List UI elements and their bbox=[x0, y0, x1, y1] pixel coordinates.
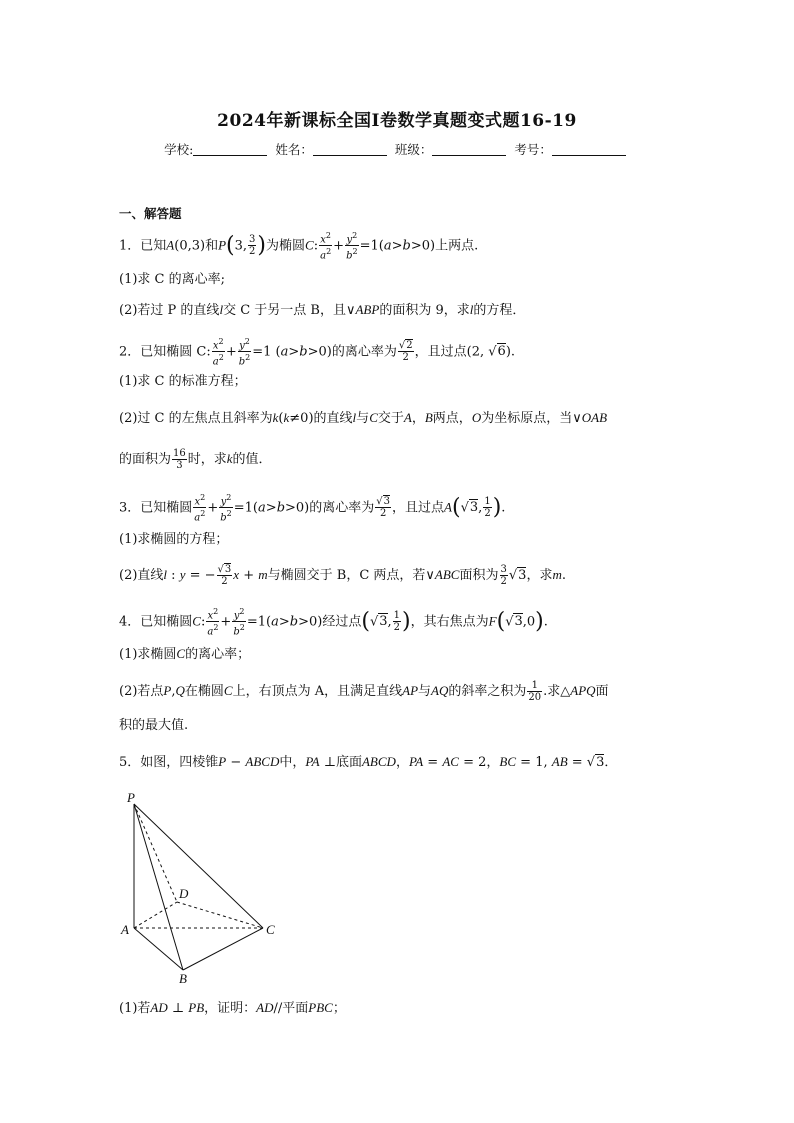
question-3-stem: 3．已知椭圆 $\frac{x^2}{a^2}$ + $\frac{y^2}{b^2}$ =1(a>b>0)的离心率为 $\frac{√3}{2}$ ，且过点A(√3, $\frac{1}{2}$ ). bbox=[119, 493, 506, 524]
name-blank bbox=[313, 143, 387, 156]
section-title: 一、解答题 bbox=[119, 206, 182, 221]
question-4-part-2-cont: 积的最大值. bbox=[119, 718, 189, 733]
question-2-stem: 2．已知椭圆 C: $\frac{x^2}{a^2}$ + $\frac{y^2}{b^2}$ =1 (a>b>0)的离心率为 $\frac{√2}{2}$ ，且过点(2, √6). bbox=[119, 337, 516, 368]
student-info-row bbox=[0, 140, 794, 158]
name-label: 姓名： bbox=[275, 142, 313, 157]
exam-number-blank bbox=[552, 143, 626, 156]
question-1-part-1: (1)求 C 的离心率; bbox=[119, 272, 226, 287]
label-D: D bbox=[179, 886, 189, 901]
school-label: 学校: bbox=[164, 142, 194, 157]
school-blank bbox=[193, 143, 267, 156]
edge-PC bbox=[134, 804, 263, 928]
edge-PB bbox=[134, 804, 183, 970]
edge-BC bbox=[183, 928, 263, 970]
class-blank bbox=[432, 143, 506, 156]
label-C: C bbox=[266, 922, 275, 937]
pyramid-diagram bbox=[117, 790, 287, 985]
question-2-part-2-cont: 的面积为 $\frac{16}{3}$ 时，求k的值． bbox=[119, 448, 272, 471]
exam-number-label: 考号： bbox=[514, 142, 552, 157]
question-2-part-1: (1)求 C 的标准方程； bbox=[119, 374, 247, 389]
edge-AB bbox=[134, 928, 183, 970]
question-4-part-2: (2)若点P,Q在椭圆C上，右顶点为 A，且满足直线AP与AQ的斜率之积为 $\frac{1}{20}$ .求△APQ面 bbox=[119, 680, 609, 703]
question-3-part-2: (2)直线l : y = − $\frac{√3}{2}$ x + m与椭圆交于 B，C 两点，若∨ABC面积为 $\frac{3}{2}$ √3，求m. bbox=[119, 564, 566, 587]
page-title: 2024年新课标全国Ⅰ卷数学真题变式题16-19 bbox=[217, 111, 577, 131]
label-A: A bbox=[121, 922, 129, 937]
class-label: 班级： bbox=[394, 142, 433, 157]
label-B: B bbox=[179, 971, 187, 985]
question-2-part-2: (2)过 C 的左焦点且斜率为k(k≠0)的直线l与C交于A，B两点，O为坐标原点，当∨OAB bbox=[119, 410, 608, 426]
question-1-stem: 1．已知A(0,3)和P(3, $\frac{3}{2}$ )为椭圆C: $\frac{x^2}{a^2}$ + $\frac{y^2}{b^2}$ =1(a>b>0)上两点. bbox=[119, 231, 479, 262]
question-5-part-1: (1)若AD ⊥ PB，证明：AD//平面PBC； bbox=[119, 1000, 346, 1016]
question-1-part-2: (2)若过 P 的直线l交 C 于另一点 B，且∨ABP的面积为 9，求l的方程． bbox=[119, 302, 526, 318]
question-5-stem: 5．如图，四棱锥P − ABCD中，PA ⊥底面ABCD，PA = AC = 2，BC = 1, AB = √3． bbox=[119, 754, 618, 770]
question-4-part-1: (1)求椭圆C的离心率； bbox=[119, 646, 251, 662]
edge-PD bbox=[134, 804, 177, 902]
label-P: P bbox=[127, 790, 135, 805]
edge-AD bbox=[134, 902, 177, 928]
question-3-part-1: (1)求椭圆的方程； bbox=[119, 532, 229, 547]
question-4-stem: 4．已知椭圆C: $\frac{x^2}{a^2}$ + $\frac{y^2}{b^2}$ =1(a>b>0)经过点(√3, $\frac{1}{2}$ )，其右焦点为F(√3,0). bbox=[119, 607, 548, 638]
